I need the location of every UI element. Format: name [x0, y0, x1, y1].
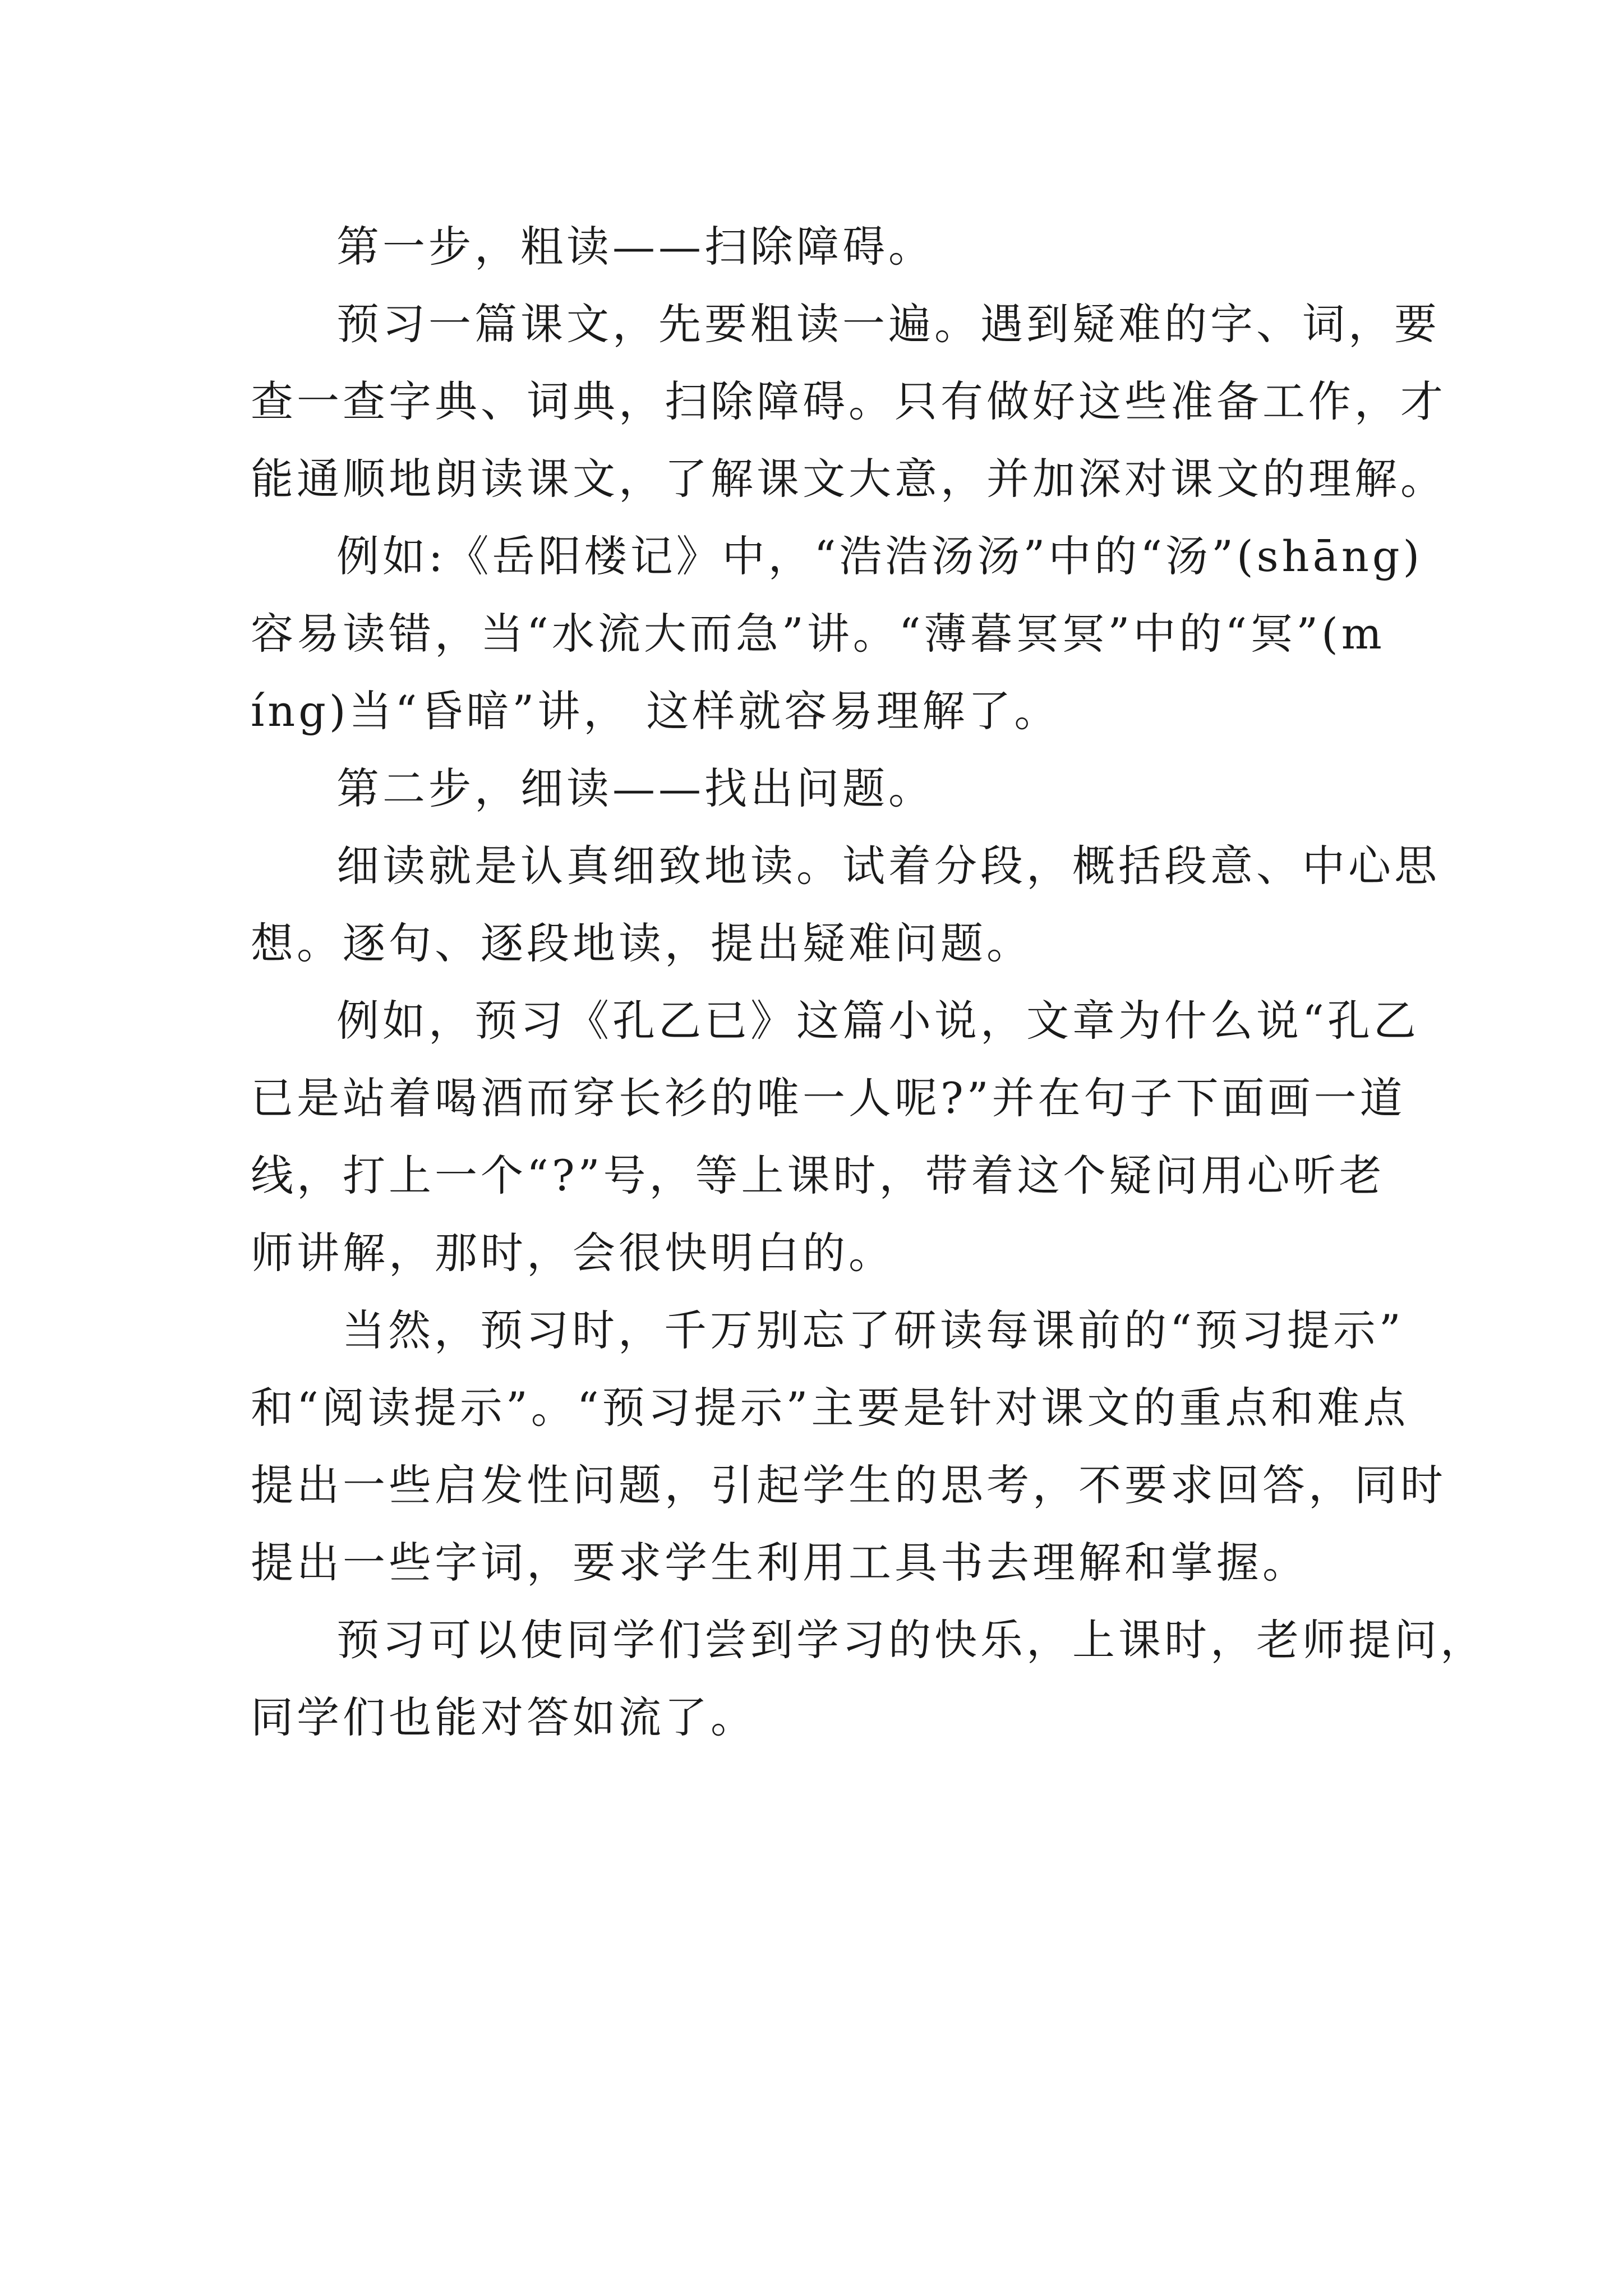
paragraph-line: 查一查字典、词典，扫除障碍。只有做好这些准备工作，才 — [251, 376, 1446, 426]
paragraph-line: 例如，预习《孔乙已》这篇小说，文章为什么说“孔乙 — [336, 996, 1419, 1046]
paragraph-line: 想。逐句、逐段地读，提出疑难问题。 — [251, 918, 1032, 968]
paragraph-line: 提出一些启发性问题，引起学生的思考，不要求回答，同时 — [251, 1460, 1446, 1510]
paragraph-line: 同学们也能对答如流了。 — [251, 1692, 757, 1742]
paragraph-line: 例如:《岳阳楼记》中，“浩浩汤汤”中的“汤”(shāng) — [336, 531, 1423, 581]
paragraph-line: 线，打上一个“?”号，等上课时，带着这个疑问用心听老 — [251, 1151, 1385, 1200]
paragraph-line: 能通顺地朗读课文，了解课文大意，并加深对课文的理解。 — [251, 454, 1446, 504]
paragraph-line: 当然，预习时，千万别忘了研读每课前的“预习提示” — [342, 1305, 1404, 1355]
paragraph-line: 和“阅读提示”。“预习提示”主要是针对课文的重点和难点 — [251, 1383, 1409, 1433]
paragraph-line: 预习可以使同学们尝到学习的快乐，上课时，老师提问， — [336, 1615, 1486, 1665]
paragraph-line: 已是站着喝酒而穿长衫的唯一人呢?”并在句子下面画一道 — [251, 1073, 1406, 1123]
paragraph-line: 细读就是认真细致地读。试着分段，概括段意、中心思 — [336, 841, 1440, 891]
paragraph-line: 提出一些字词，要求学生利用工具书去理解和掌握。 — [251, 1538, 1308, 1588]
paragraph-line: íng)当“昏暗”讲， 这样就容易理解了。 — [251, 686, 1061, 736]
step-one-heading: 第一步，粗读——扫除障碍。 — [336, 222, 934, 272]
paragraph-line: 师讲解，那时，会很快明白的。 — [251, 1228, 895, 1278]
paragraph-line: 容易读错，当“水流大而急”讲。“薄暮冥冥”中的“冥”(m — [251, 609, 1385, 659]
step-two-heading: 第二步，细读——找出问题。 — [336, 763, 934, 813]
paragraph-line: 预习一篇课文，先要粗读一遍。遇到疑难的字、词，要 — [336, 299, 1440, 349]
